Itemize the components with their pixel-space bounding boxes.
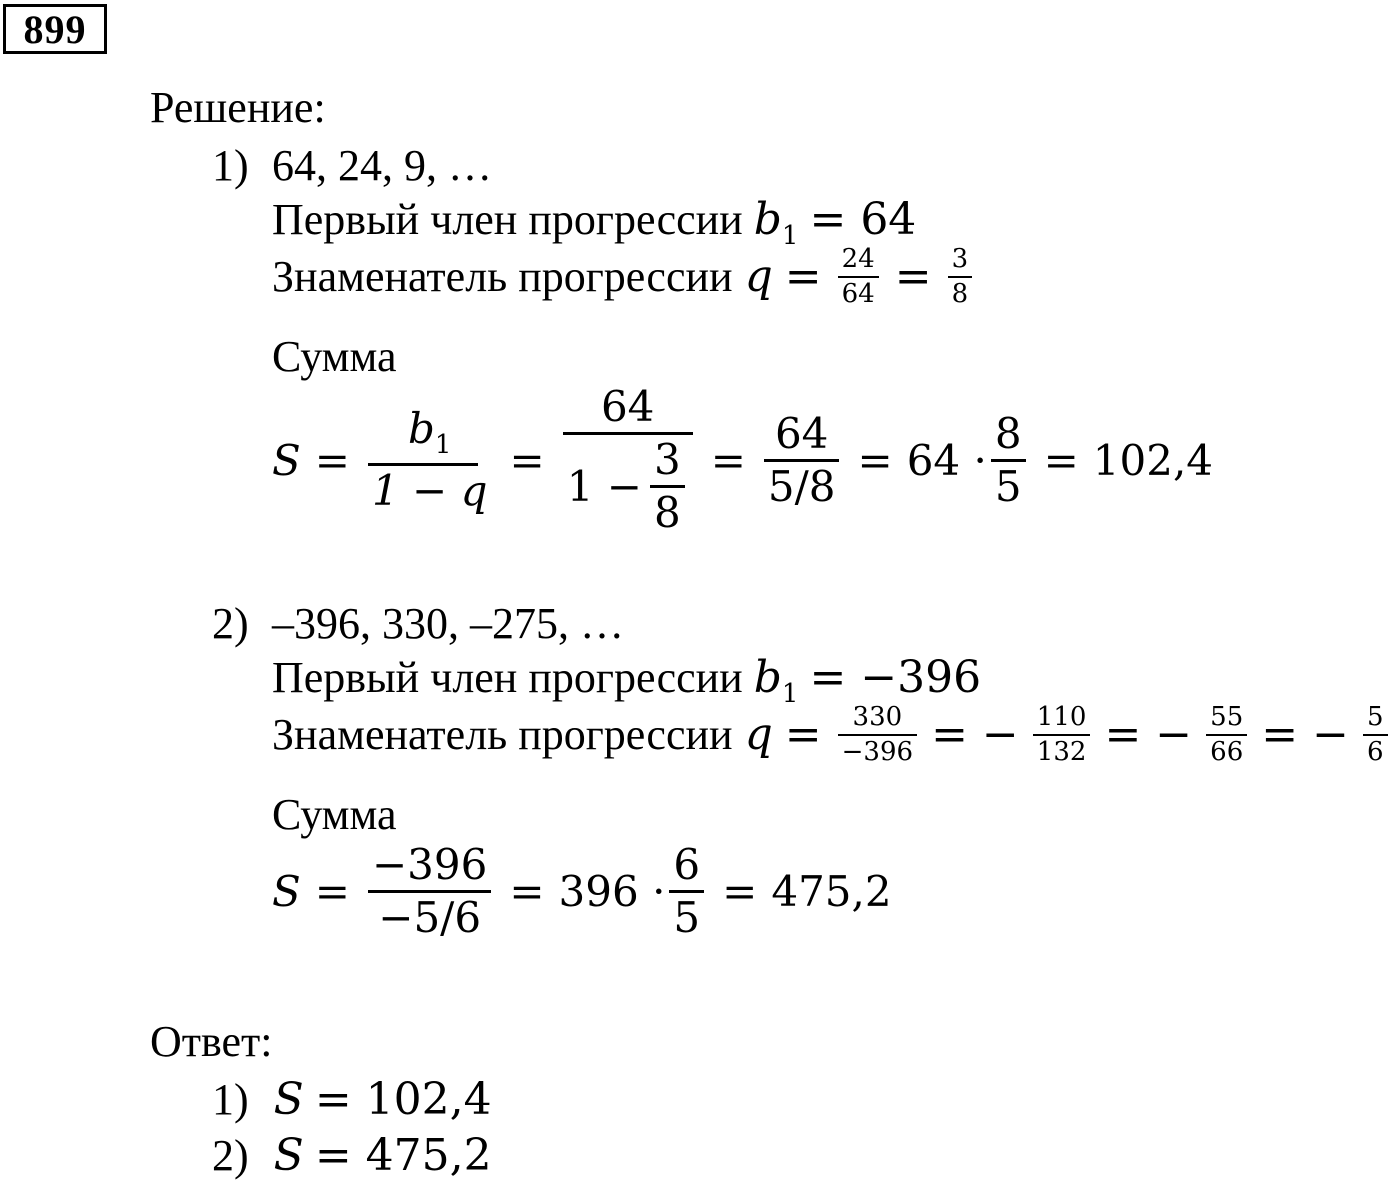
part1-frac-64-5-8: $\frac{64}{5/8}$ bbox=[764, 412, 840, 509]
part2-first-term: Первый член прогрессии $b_1 = -396$ bbox=[272, 652, 982, 709]
part2-ratio-frac-3: $\frac{55}{66}$ bbox=[1206, 704, 1247, 767]
part2-frac-6-5: $\frac{6}{5}$ bbox=[669, 843, 704, 940]
part2-b1-value: −396 bbox=[860, 652, 982, 703]
part1-b1-value: 64 bbox=[860, 194, 917, 245]
part2-ratio-frac-4: $\frac{5}{6}$ bbox=[1363, 704, 1388, 767]
part1-frac-b1: $\frac{b_1}{1 - q}$ bbox=[368, 407, 492, 512]
part2-ratio: Знаменатель прогрессии q = $\frac{330}{-396}$ = − $\frac{110}{132}$ = − $\frac{55}{66}$ = − $\frac{5}{6}$ bbox=[272, 704, 1392, 767]
part1-sum-label: Сумма bbox=[272, 332, 397, 381]
part1-sum-equation: S = $\frac{b_1}{1 - q}$ = 64 1 − $\frac{3}{8}$ = $\frac{64}{5/8}$ = 64 · $\frac{8}{5}$ = 102,4 bbox=[272, 382, 1214, 538]
part2-frac-396: $\frac{-396}{-5/6}$ bbox=[368, 843, 491, 940]
part2-first-term-text: Первый член прогрессии bbox=[272, 653, 743, 702]
solution-label: Решение: bbox=[150, 83, 326, 132]
part1-marker: 1) bbox=[212, 141, 249, 190]
part2-marker: 2) bbox=[212, 599, 249, 648]
part1-sum-result: 102,4 bbox=[1092, 435, 1214, 485]
part2-sequence: –396, 330, –275, … bbox=[272, 599, 624, 648]
part1-frac-8-5: $\frac{8}{5}$ bbox=[991, 412, 1026, 509]
part2-sum-label: Сумма bbox=[272, 790, 397, 839]
part1-first-term-text: Первый член прогрессии bbox=[272, 195, 743, 244]
part1-first-term: Первый член прогрессии $b_1 = 64$ bbox=[272, 194, 917, 251]
part1-ratio: Знаменатель прогрессии q = $\frac{24}{64}$ = $\frac{3}{8}$ bbox=[272, 246, 976, 309]
part2-ratio-text: Знаменатель прогрессии bbox=[272, 710, 733, 760]
part2-sum-equation: S = $\frac{-396}{-5/6}$ = 396 · $\frac{6}{5}$ = 475,2 bbox=[272, 840, 892, 943]
part1-ratio-frac-2: $\frac{3}{8}$ bbox=[948, 246, 973, 309]
problem-number: 899 bbox=[3, 4, 107, 54]
part1-ratio-text: Знаменатель прогрессии bbox=[272, 252, 733, 302]
part1-ratio-frac-1: $\frac{24}{64}$ bbox=[838, 246, 879, 309]
part2-sum-result: 475,2 bbox=[771, 867, 892, 917]
part1-sequence: 64, 24, 9, … bbox=[272, 141, 492, 190]
answer-2: 2) S = 475,2 bbox=[212, 1130, 492, 1181]
answer-1: 1) S = 102,4 bbox=[212, 1074, 492, 1125]
part2-ratio-frac-1: $\frac{330}{-396}$ bbox=[838, 704, 917, 767]
answer-label: Ответ: bbox=[150, 1017, 273, 1066]
part2-ratio-frac-2: $\frac{110}{132}$ bbox=[1033, 704, 1091, 767]
part1-frac-64-nested: 64 1 − $\frac{3}{8}$ bbox=[563, 385, 693, 535]
